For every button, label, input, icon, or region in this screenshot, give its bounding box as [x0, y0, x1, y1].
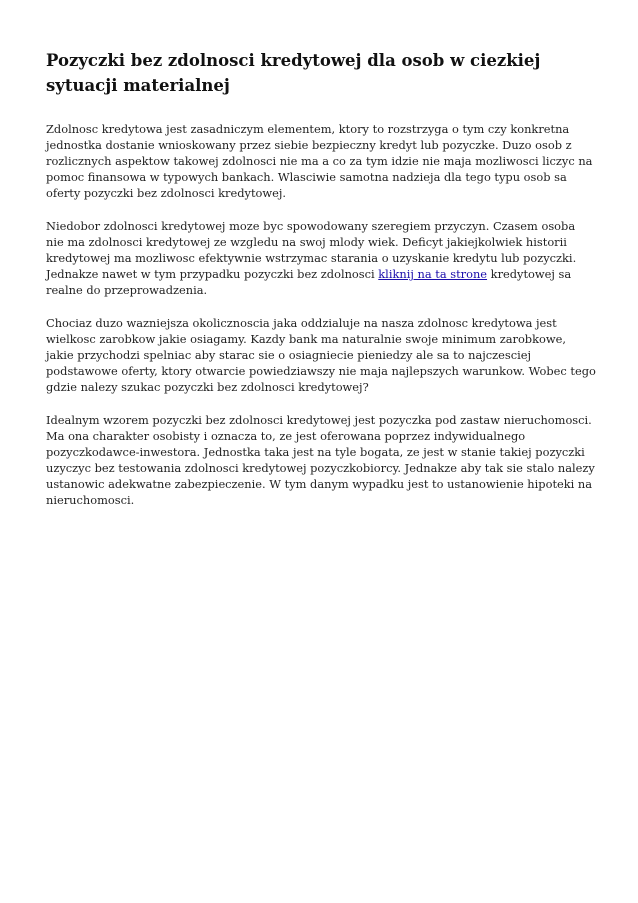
paragraph-1: Zdolnosc kredytowa jest zasadniczym elementem, ktory to rozstrzyga o tym czy konkretna jednostka dostanie wnioskowany przez siebie bezpieczny kredyt lub pozyczke. Duzo osob z rozlicznych aspektow takowej zdolnosci nie ma a co za tym idzie nie maja mozliwosci liczyc na pomoc finansowa w typowych bankach. Wlasciwie samotna nadzieja dla tego typu osob sa oferty pozyczki bez zdolnosci kredytowej. [46, 122, 593, 200]
document-title: Pozyczki bez zdolnosci kredytowej dla osob w ciezkiej sytuacji materialnej [46, 51, 541, 95]
paragraph-2-text-before-link: Niedobor zdolnosci kredytowej moze byc spowodowany szeregiem przyczyn. Czasem osoba nie ma zdolnosci kredytowej ze wzgledu na swoj mlody wiek. Deficyt jakiejkolwiek historii kredytowej ma mozliwosc efektywnie wstrzymac starania o uzyskanie kredytu lub pozyczki. Jednakze nawet w tym przypadku pozyczki bez zdolnosci [46, 219, 577, 281]
paragraph-4: Idealnym wzorem pozyczki bez zdolnosci kredytowej jest pozyczka pod zastaw nieruchomosci. Ma ona charakter osobisty i oznacza to, ze jest oferowana poprzez indywidualnego pozyczkodawce-inwestora. Jednostka taka jest na tyle bogata, ze jest w stanie takiej pozyczki uzyczyc bez testowania zdolnosci kredytowej pozyczkobiorcy. Jednakze aby tak sie stalo nalezy ustanowic adekwatne zabezpieczenie. W tym danym wypadku jest to ustanowienie hipoteki na nieruchomosci. [46, 413, 595, 507]
paragraph-3: Chociaz duzo wazniejsza okolicznoscia jaka oddzialuje na nasza zdolnosc kredytowa jest wielkosc zarobkow jakie osiagamy. Kazdy bank ma naturalnie swoje minimum zarobkowe, jakie przychodzi spelniac aby starac sie o osiagniecie pieniedzy ale sa to najczesciej podstawowe oferty, ktory otwarcie powiedziawszy nie maja najlepszych warunkow. Wobec tego gdzie nalezy szukac pozyczki bez zdolnosci kredytowej? [46, 316, 596, 394]
paragraph-2 [46, 218, 596, 298]
paragraph-2-text-after-link: kredytowej sa realne do przeprowadzenia. [46, 267, 572, 297]
inline-link[interactable]: kliknij na ta strone [378, 267, 488, 281]
document-page [46, 48, 596, 525]
